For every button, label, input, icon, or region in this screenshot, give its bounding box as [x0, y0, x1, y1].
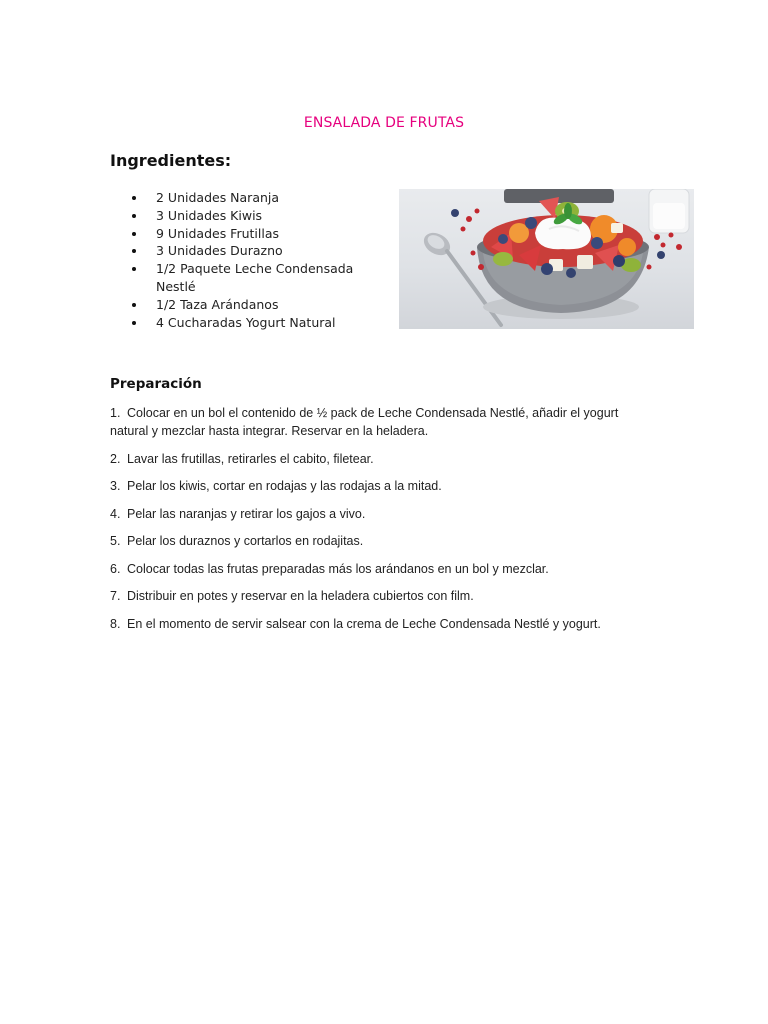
- pomegranate-seed-shape: [661, 243, 666, 248]
- step-number: 7.: [110, 589, 121, 603]
- fruit-salad-illustration: [399, 189, 694, 329]
- pomegranate-seed-shape: [471, 251, 476, 256]
- pomegranate-seed-shape: [654, 234, 660, 240]
- step-number: 2.: [110, 451, 121, 466]
- step-text: Pelar los kiwis, cortar en rodajas y las rodajas a la mitad.: [127, 479, 442, 493]
- ingredient-item: [110, 296, 380, 314]
- ingredients-heading: Ingredientes:: [110, 151, 232, 170]
- ingredient-text: 4 Cucharadas Yogurt Natural: [156, 314, 336, 330]
- step-text: Colocar en un bol el contenido de ½ pack de Leche Condensada Nestlé, añadir el yogurt natural y mezclar hasta integrar. Reservar en la heladera.: [110, 406, 619, 438]
- blueberry-shape: [566, 268, 576, 278]
- pomegranate-seed-shape: [676, 244, 682, 250]
- ingredients-list: [110, 189, 380, 331]
- pomegranate-seed-shape: [466, 216, 472, 222]
- pomegranate-seed-shape: [475, 209, 480, 214]
- peach-shape: [611, 223, 623, 233]
- step-text: Pelar las naranjas y retirar los gajos a vivo.: [127, 506, 366, 521]
- step-text: Colocar todas las frutas preparadas más los arándanos en un bol y mezclar.: [127, 561, 549, 576]
- blueberry-shape: [657, 251, 665, 259]
- pomegranate-seed-shape: [669, 233, 674, 238]
- kiwi-shape: [493, 252, 513, 266]
- step-text: Distribuir en potes y reservar en la heladera cubiertos con film.: [127, 589, 474, 603]
- blueberry-shape: [591, 237, 603, 249]
- step-text: Pelar los duraznos y cortarlos en rodajitas.: [127, 534, 364, 548]
- bullet-icon: [132, 214, 136, 218]
- ingredient-item: [110, 260, 380, 296]
- ingredient-item: [110, 225, 380, 243]
- step-item: [110, 532, 650, 550]
- step-item: [110, 587, 650, 605]
- step-number: 3.: [110, 479, 121, 493]
- bullet-icon: [132, 321, 136, 325]
- step-item: [110, 560, 650, 578]
- bullet-icon: [132, 303, 136, 307]
- ingredient-text: 1/2 Taza Arándanos: [156, 296, 279, 312]
- bullet-icon: [132, 232, 136, 236]
- step-number: 1.: [110, 406, 121, 420]
- blueberry-shape: [525, 217, 537, 229]
- step-item: [110, 477, 650, 495]
- peach-shape: [577, 255, 593, 269]
- blueberry-shape: [613, 255, 625, 267]
- recipe-title: ENSALADA DE FRUTAS: [303, 115, 465, 131]
- bullet-icon: [132, 196, 136, 200]
- board-shape: [504, 189, 614, 203]
- ingredient-item: [110, 207, 380, 225]
- fruit-salad-photo: [399, 189, 694, 329]
- blueberry-shape: [498, 234, 508, 244]
- step-item: [110, 450, 650, 468]
- ingredient-text: 3 Unidades Kiwis: [156, 207, 263, 223]
- jar-yogurt-shape: [653, 203, 685, 229]
- ingredient-text: 1/2 Paquete Leche Condensada Nestlé: [156, 261, 354, 294]
- ingredient-item: [110, 314, 380, 332]
- ingredient-item: [110, 242, 380, 260]
- step-number: 4.: [110, 506, 121, 521]
- step-item: [110, 505, 650, 523]
- step-number: 8.: [110, 616, 121, 631]
- step-item: [110, 615, 650, 633]
- step-item: [110, 404, 650, 440]
- ingredient-text: 9 Unidades Frutillas: [156, 225, 280, 241]
- bullet-icon: [132, 267, 136, 271]
- blueberry-shape: [451, 209, 459, 217]
- ingredient-item: [110, 189, 380, 207]
- pomegranate-seed-shape: [647, 265, 652, 270]
- mint-leaf-icon: [564, 203, 572, 219]
- step-text: En el momento de servir salsear con la crema de Leche Condensada Nestlé y yogurt.: [127, 616, 601, 631]
- pomegranate-seed-shape: [461, 227, 466, 232]
- blueberry-shape: [541, 263, 553, 275]
- step-number: 5.: [110, 534, 121, 548]
- step-text: Lavar las frutillas, retirarles el cabito, filetear.: [127, 451, 374, 466]
- ingredient-text: 3 Unidades Durazno: [156, 243, 283, 259]
- preparation-heading: Preparación: [110, 376, 202, 392]
- bullet-icon: [132, 249, 136, 253]
- orange-shape: [618, 238, 636, 256]
- step-number: 6.: [110, 561, 121, 576]
- ingredient-text: 2 Unidades Naranja: [156, 190, 280, 205]
- pomegranate-seed-shape: [478, 264, 484, 270]
- preparation-steps: [110, 404, 650, 642]
